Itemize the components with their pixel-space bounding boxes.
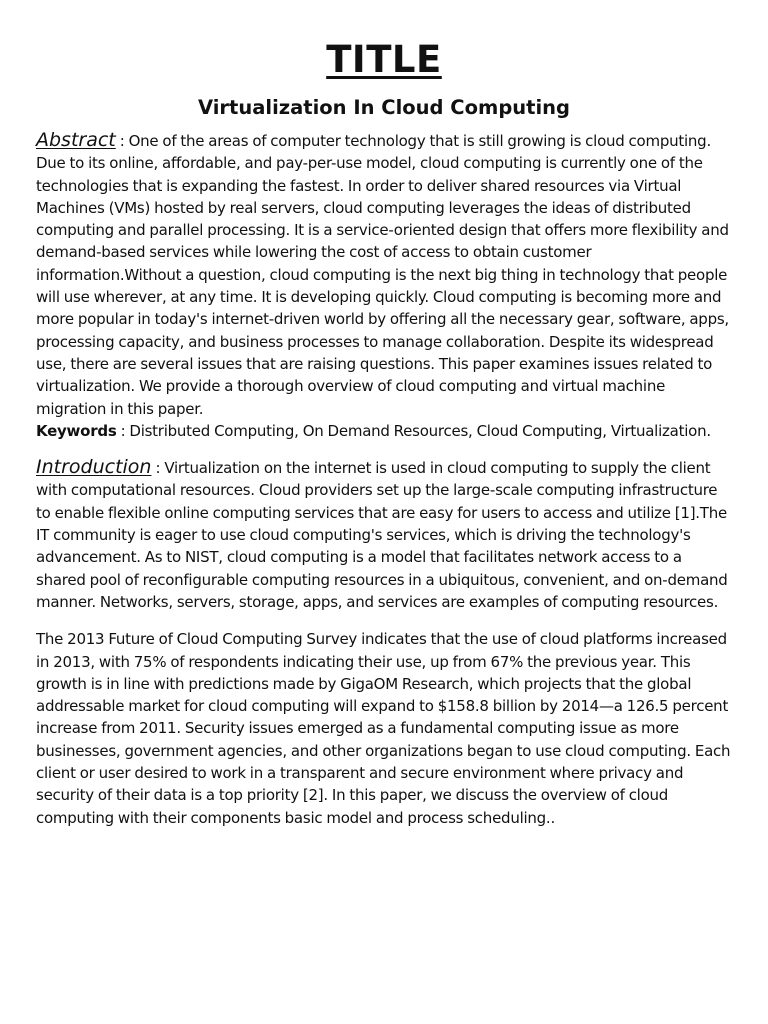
keywords-line [36,420,732,442]
abstract-paragraph [36,129,732,420]
keywords-label: Keywords [36,421,117,440]
document-title: TITLE [326,38,442,81]
abstract-heading: Abstract [36,129,116,151]
introduction-heading: Introduction [36,456,152,479]
introduction-paragraph [36,456,732,613]
document-subtitle: Virtualization In Cloud Computing [197,96,571,119]
introduction-text: Virtualization on the internet is used in cloud computing to supply the client with computational resources. Cloud providers set up the large-scale computing infrastructure to enable flexible online computing services that are easy for users to access and utilize [1].The IT community is eager to use cloud computing's services, which is driving the technology's advancement. As to NIST, cloud computing is a model that facilitates network access to a shared pool of reconfigurable computing resources in a ubiquitous, convenient, and on-demand manner. Networks, servers, storage, apps, and services are examples of computing resources. [36,459,728,611]
keywords-separator: : [116,421,130,440]
survey-paragraph: The 2013 Future of Cloud Computing Survey indicates that the use of cloud platforms increased in 2013, with 75% of respondents indicating their use, up from 67% the previous year. This growth is in line with predictions made by GigaOM Research, which projects that the global addressable market for cloud computing will expand to $158.8 billion by 2014—a 126.5 percent increase from 2011. Security issues emerged as a fundamental computing issue as more businesses, government agencies, and other organizations began to use cloud computing. Each client or user desired to work in a transparent and secure environment where privacy and security of their data is a top priority [2]. In this paper, we discuss the overview of cloud computing with their components basic model and process scheduling.. [36,630,731,827]
abstract-separator: : [115,132,129,150]
introduction-separator: : [151,459,165,478]
keywords-text: Distributed Computing, On Demand Resources, Cloud Computing, Virtualization. [129,421,711,440]
abstract-text: One of the areas of computer technology that is still growing is cloud computing. Due to its online, affordable, and pay-per-use model, cloud computing is currently one of the technologies that is expanding the fastest. In order to deliver shared resources via Virtual Machines (VMs) hosted by real servers, cloud computing leverages the ideas of distributed computing and parallel processing. It is a service-oriented design that offers more flexibility and demand-based services while lowering the cost of access to obtain customer information.Without a question, cloud computing is the next big thing in technology that people will use wherever, at any time. It is developing quickly. Cloud computing is becoming more and more popular in today's internet-driven world by offering all the necessary gear, software, apps, processing capacity, and business processes to manage collaboration. Despite its widespread use, there are several issues that are raising questions. This paper examines issues related to virtualization. We provide a thorough overview of cloud computing and virtual machine migration in this paper. [36,132,729,418]
